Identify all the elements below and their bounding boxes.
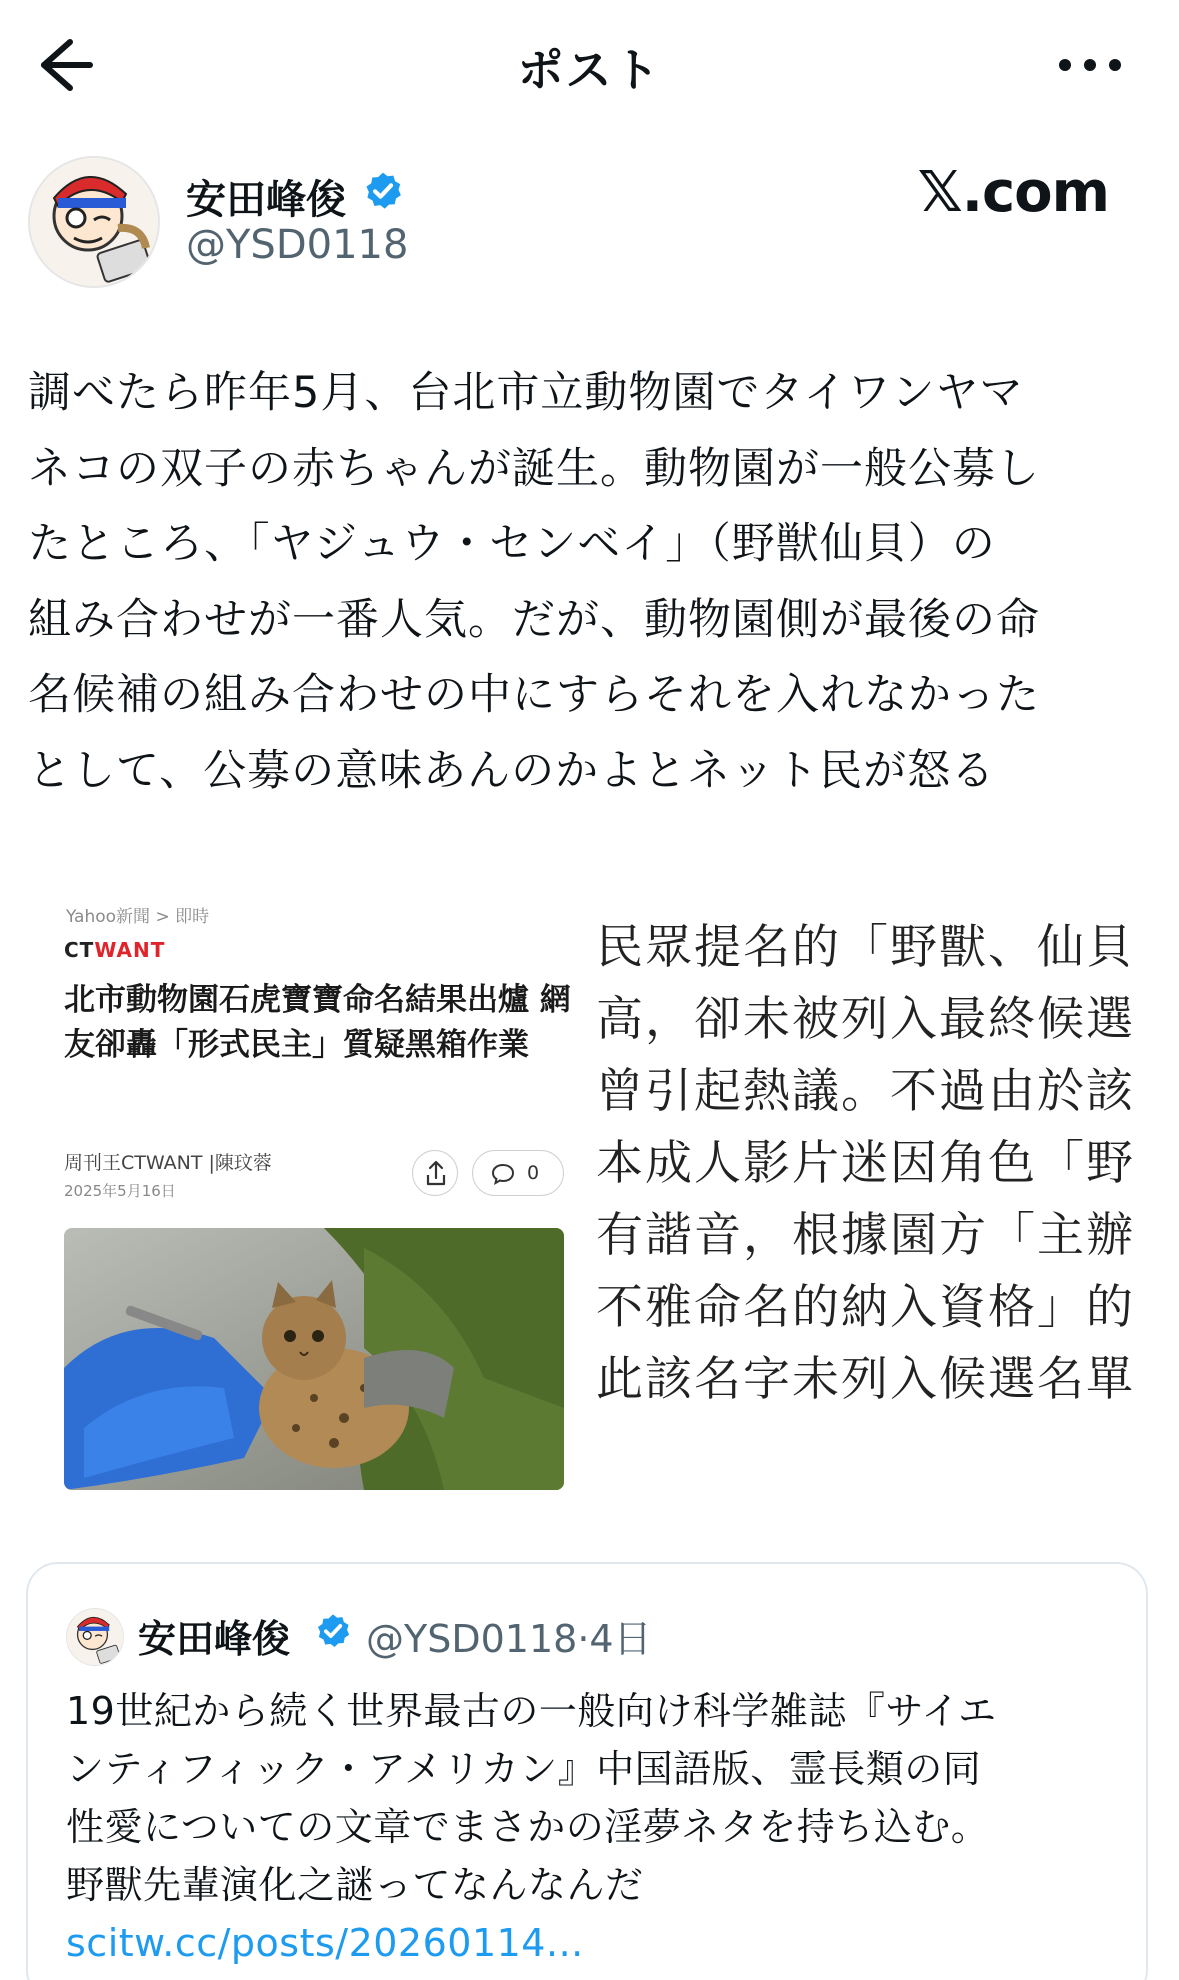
post-line: 組み合わせが一番人気。だが、動物園側が最後の命 [28, 594, 1040, 645]
post-line: 名候補の組み合わせの中にすらそれを入れなかった [28, 670, 1040, 720]
avatar[interactable] [28, 156, 160, 288]
top-bar [0, 0, 1179, 130]
post-media[interactable] [30, 872, 1155, 1512]
excerpt-line: 曾引起熱議。不過由於該 [596, 1064, 1135, 1119]
quote-handle: @YSD0118 [366, 1617, 578, 1661]
quote-avatar [66, 1608, 124, 1666]
article-headline: 北市動物園石虎寶寶命名結果出爐 網友卻轟「形式民主」質疑黑箱作業 [64, 982, 571, 1063]
quote-meta: @YSD0118·4日 [366, 1617, 652, 1661]
post-text [28, 356, 1148, 809]
comment-count: 0 [527, 1162, 540, 1184]
quote-time: 4日 [589, 1617, 652, 1661]
verified-badge-icon [362, 170, 404, 212]
source-logo-part: WANT [94, 938, 166, 962]
more-options-icon[interactable] [1055, 40, 1125, 90]
post-line: ネコの双子の赤ちゃんが誕生。動物園が一般公募し [28, 443, 1040, 494]
quote-author-name: 安田峰俊 [138, 1617, 291, 1661]
article-breadcrumb: Yahoo新聞 > 即時 [66, 907, 210, 927]
page-title: ポスト [517, 43, 662, 97]
excerpt-line: 本成人影片迷因角色「野 [596, 1136, 1135, 1191]
excerpt-line: 有諧音，根據園方「主辦 [596, 1208, 1135, 1263]
share-icon [412, 1150, 458, 1196]
quote-link[interactable]: scitw.cc/posts/20260114... [66, 1921, 584, 1965]
article-date: 2025年5月16日 [64, 1182, 176, 1200]
source-logo-part: CT [64, 938, 95, 962]
post-line: として、公募の意味あんのかよとネット民が怒る [28, 745, 996, 796]
x-com-watermark: 𝕏.com [917, 160, 1109, 225]
quote-text [66, 1682, 1126, 1972]
article-excerpt [590, 872, 1155, 1512]
quote-line: 野獸先輩演化之謎ってなんなんだ [66, 1863, 644, 1907]
quoted-post[interactable] [26, 1562, 1148, 1980]
excerpt-line: 高，卻未被列入最終候選 [596, 992, 1135, 1047]
quote-line: 性愛についての文章でまさかの淫夢ネタを持ち込む。 [66, 1805, 990, 1849]
excerpt-line: 民眾提名的「野獸、仙貝 [596, 920, 1135, 975]
quote-line: 19世紀から続く世界最古の一般向け科学雑誌『サイエ [66, 1689, 997, 1733]
post-line: たところ、「ヤジュウ・センベイ」（野獣仙貝）の [28, 519, 996, 569]
quote-line: ンティフィック・アメリカン』中国語版、霊長類の同 [66, 1747, 982, 1791]
excerpt-line: 不雅命名的納入資格」的 [596, 1280, 1135, 1335]
verified-badge-icon [314, 1612, 352, 1650]
leopard-cat-photo [64, 1228, 564, 1490]
author-handle[interactable]: @YSD0118 [186, 222, 409, 268]
excerpt-line: 此該名字未列入候選名單 [596, 1352, 1135, 1407]
author-name[interactable]: 安田峰俊 [186, 177, 346, 223]
comment-count-button [472, 1150, 564, 1196]
article-screenshot [40, 872, 600, 1512]
post-line: 調べたら昨年5月、台北市立動物園でタイワンヤマ [28, 368, 1024, 418]
source-logo [64, 938, 165, 962]
article-byline: 周刊王CTWANT |陳玟蓉 [64, 1152, 272, 1174]
excerpt-text [596, 912, 1155, 1416]
